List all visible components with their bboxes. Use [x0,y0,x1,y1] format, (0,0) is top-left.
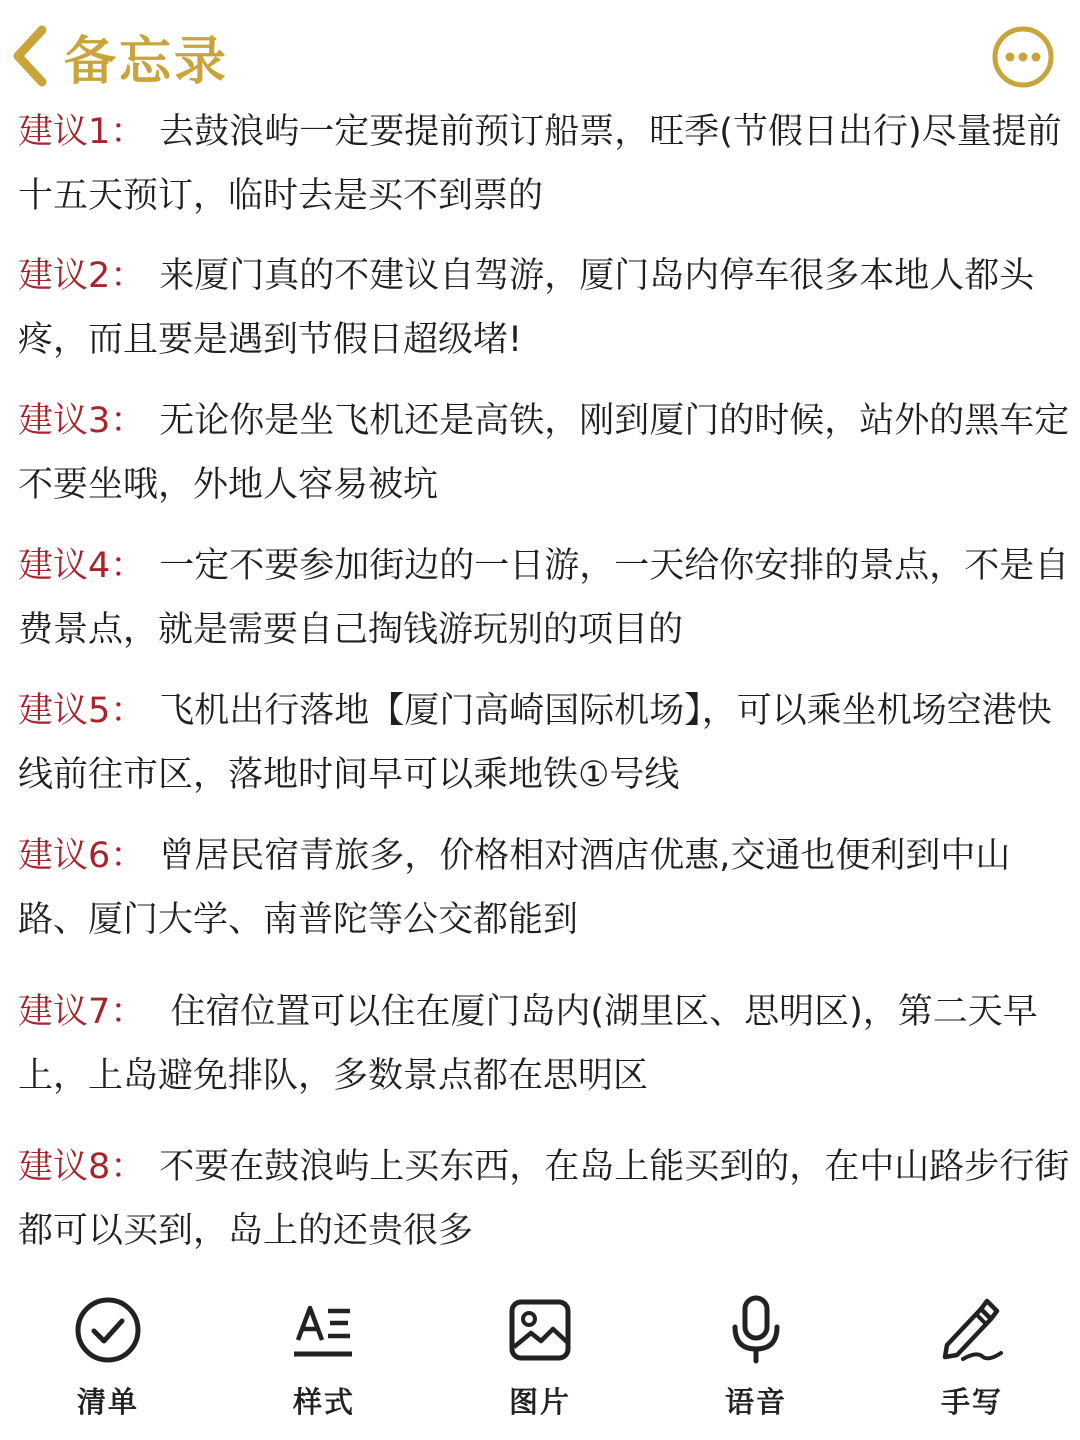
style-button[interactable] [254,1290,394,1430]
note-separator: ： [110,992,146,1032]
note-item [18,1135,1074,1263]
note-label: 建议3 [18,401,111,441]
tool-label: 图片 [508,1385,571,1419]
text-style-icon [292,1290,356,1370]
note-separator: ： [110,401,146,441]
note-item [18,389,1074,517]
note-label: 建议6 [18,836,111,876]
page-title: 备忘录 [64,31,230,92]
note-text: 飞机出行落地【厦门高崎国际机场】，可以乘坐机场空港快线前往市区，落地时间早可以乘地铁①号线 [18,691,1052,795]
note-text: 去鼓浪屿一定要提前预订船票，旺季(节假日出行)尽量提前十五天预订，临时去是买不到票的 [18,112,1062,216]
tool-label: 样式 [292,1385,355,1419]
note-text: 住宿位置可以住在厦门岛内(湖里区、思明区)，第二天早上，上岛避免排队，多数景点都在思明区 [18,992,1038,1096]
note-item [18,534,1074,662]
note-text: 曾居民宿青旅多，价格相对酒店优惠,交通也便利到中山路、厦门大学、南普陀等公交都能到 [18,836,1011,940]
note-separator: ： [110,112,146,152]
voice-button[interactable] [686,1290,826,1430]
tool-label: 语音 [724,1385,787,1419]
image-icon [507,1290,573,1370]
note-separator: ： [110,836,146,876]
chevron-left-icon [10,24,50,88]
note-separator: ： [110,1147,146,1187]
handwriting-icon [937,1290,1007,1370]
handwriting-button[interactable] [902,1290,1042,1430]
note-item [18,824,1074,952]
note-label: 建议7 [18,992,111,1032]
note-label: 建议2 [18,256,111,296]
note-text: 不要在鼓浪屿上买东西，在岛上能买到的，在中山路步行街都可以买到，岛上的还贵很多 [18,1147,1070,1251]
note-item [18,244,1074,372]
back-button[interactable] [10,18,229,94]
note-text: 一定不要参加街边的一日游，一天给你安排的景点，不是自费景点，就是需要自己掏钱游玩别的项目的 [18,546,1070,650]
note-text: 无论你是坐飞机还是高铁，刚到厦门的时候，站外的黑车定不要坐哦，外地人容易被坑 [18,401,1070,505]
note-label: 建议1 [18,112,111,152]
note-separator: ： [110,256,146,296]
checklist-icon [72,1290,144,1370]
bottom-toolbar [0,1290,1080,1440]
more-button[interactable] [990,24,1056,90]
checklist-button[interactable] [38,1290,178,1430]
microphone-icon [728,1290,784,1370]
note-separator: ： [110,691,146,731]
note-item [18,100,1074,228]
more-horizontal-icon [990,75,1056,94]
note-item [18,980,1074,1108]
note-label: 建议4 [18,546,111,586]
note-item [18,679,1074,807]
note-label: 建议8 [18,1147,111,1187]
note-separator: ： [110,546,146,586]
note-text: 来厦门真的不建议自驾游，厦门岛内停车很多本地人都头疼，而且要是遇到节假日超级堵! [18,256,1035,360]
header [0,0,1080,110]
tool-label: 清单 [76,1385,139,1419]
image-button[interactable] [470,1290,610,1430]
note-label: 建议5 [18,691,111,731]
tool-label: 手写 [940,1385,1003,1419]
